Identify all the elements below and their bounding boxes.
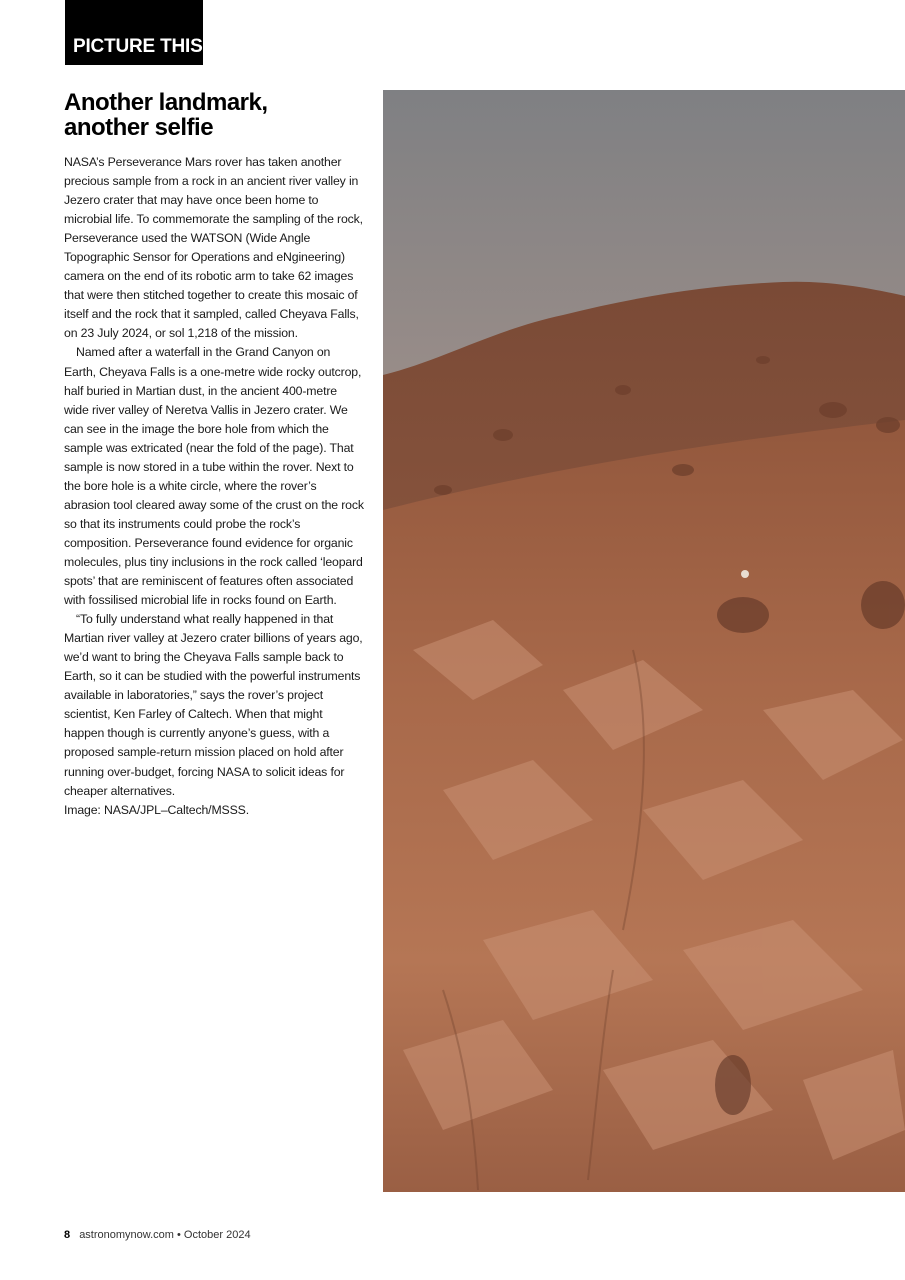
article-headline: [64, 90, 364, 140]
footer-text: astronomynow.com • October 2024: [79, 1229, 251, 1241]
paragraph-2: Named after a waterfall in the Grand Canyon on Earth, Cheyava Falls is a one-metre wide rocky outcrop, half buried in Martian dust, in the ancient 400-metre wide river valley of Neretva Vallis in Jezero crater. We can see in the image the bore hole from which the sample was extricated (near the fold of the page). That sample is now stored in a tube within the rover. Next to the bore hole is a white circle, where the rover’s abrasion tool cleared away some of the crust on the rock so that its instruments could probe the rock’s composition. Perseverance found evidence for organic molecules, plus tiny inclusions in the rock called ‘leopard spots’ that are reminiscent of features often associated with fossilised microbial life in rocks found on Earth.: [64, 345, 364, 608]
mars-terrain-illustration: [383, 90, 905, 1192]
page-number: 8: [64, 1229, 71, 1241]
headline-line-2: another selfie: [64, 114, 214, 141]
headline-line-1: Another landmark,: [64, 89, 268, 116]
mars-surface-photo: [383, 90, 905, 1192]
paragraph-3: “To fully understand what really happened in that Martian river valley at Jezero crater billions of years ago, we’d want to bring the Cheyava Falls sample back to Earth, so it can be studied with the powerful instruments available in laboratories,” says the rover’s project scientist, Ken Farley of Caltech. When that might happen though is currently anyone’s guess, with a proposed sample-return mission placed on hold after running over-budget, forcing NASA to solicit ideas for cheaper alternatives.: [64, 612, 363, 798]
section-tag: PICTURE THIS: [65, 0, 203, 65]
image-credit: Image: NASA/JPL–Caltech/MSSS.: [64, 802, 249, 817]
page-footer: [64, 1229, 251, 1241]
paragraph-1: NASA’s Perseverance Mars rover has taken another precious sample from a rock in an ancient river valley in Jezero crater that may have once been home to microbial life. To commemorate the sampling of the rock, Perseverance used the WATSON (Wide Angle Topographic Sensor for Operations and eNgineering) camera on the end of its robotic arm to take 62 images that were then stitched together to create this mosaic of itself and the rock that it sampled, called Cheyava Falls, on 23 July 2024, or sol 1,218 of the mission.: [64, 155, 363, 341]
article-body: [64, 153, 364, 820]
